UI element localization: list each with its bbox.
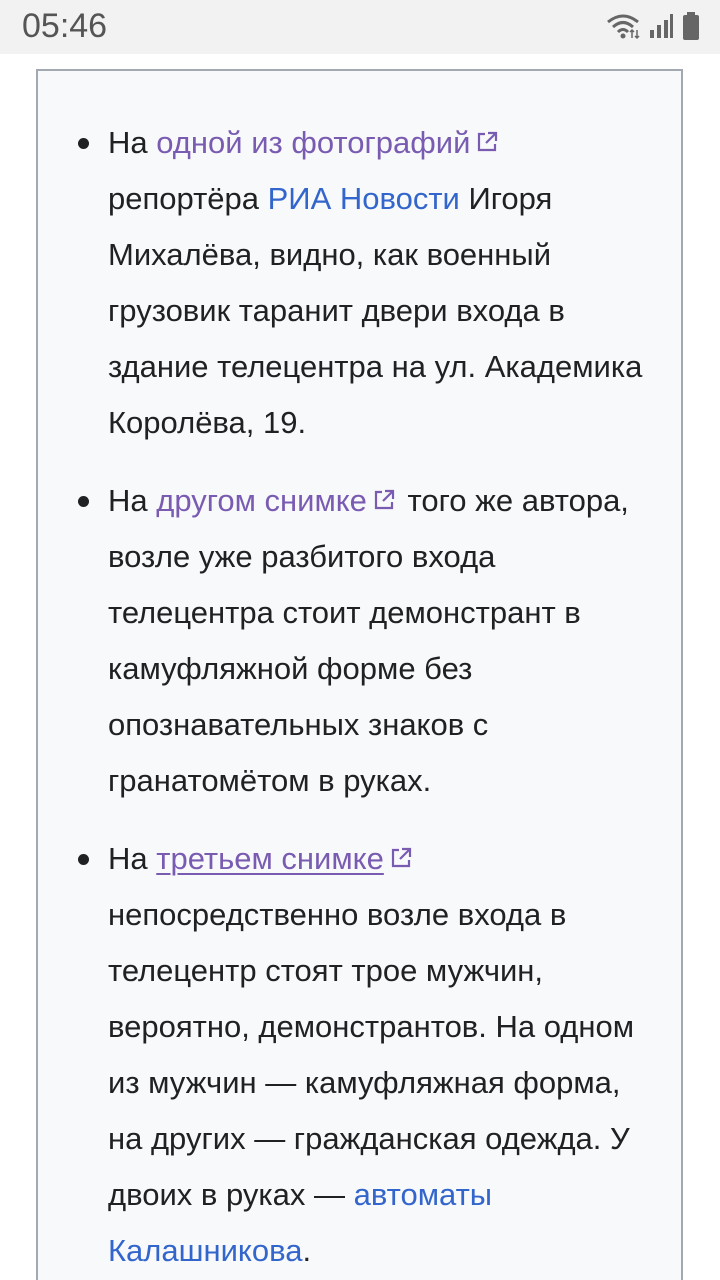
item-text: репортёра — [108, 181, 268, 216]
bullet-icon — [78, 138, 89, 149]
item-text: На — [108, 841, 157, 876]
external-link-icon — [476, 115, 498, 171]
item-text: Игоря Михалёва, видно, как военный грузовик таранит двери входа в здание телецентра на ул. Академика Королёва, 19. — [108, 181, 643, 440]
wifi-icon — [606, 12, 640, 40]
signal-icon — [648, 12, 674, 40]
bullet-icon — [78, 496, 89, 507]
list-item — [38, 473, 681, 809]
item-text: того же автора, возле уже разбитого входа телецентра стоит демонстрант в камуфляжной форме без опознавательных знаков с гранатомётом в руках. — [108, 483, 629, 798]
item-text: На — [108, 125, 157, 160]
kalashnikov-link[interactable]: автоматы Калашникова — [108, 1177, 493, 1268]
ria-novosti-link[interactable]: РИА Новости — [267, 181, 460, 216]
article-page — [0, 54, 720, 1280]
list-item — [38, 115, 681, 451]
quote-box — [36, 69, 683, 1280]
battery-icon — [682, 11, 700, 41]
photo-link-1[interactable]: одной из фотографий — [156, 125, 471, 160]
status-time: 05:46 — [22, 7, 108, 45]
list-item — [38, 831, 681, 1279]
status-bar — [0, 0, 720, 54]
item-text: непосредственно возле входа в телецентр стоят трое мужчин, вероятно, демонстрантов. На одном из мужчин — камуфляжная форма, на других — гражданская одежда. У двоих в руках — — [108, 897, 635, 1212]
external-link-icon — [390, 831, 412, 887]
photo-link-3[interactable]: третьем снимке — [156, 841, 384, 876]
item-text: На — [108, 483, 157, 518]
status-icons — [606, 10, 700, 42]
item-text: . — [302, 1233, 312, 1268]
photo-link-2[interactable]: другом снимке — [156, 483, 367, 518]
external-link-icon — [373, 473, 395, 529]
bullet-list — [38, 115, 681, 1280]
bullet-icon — [78, 854, 89, 865]
